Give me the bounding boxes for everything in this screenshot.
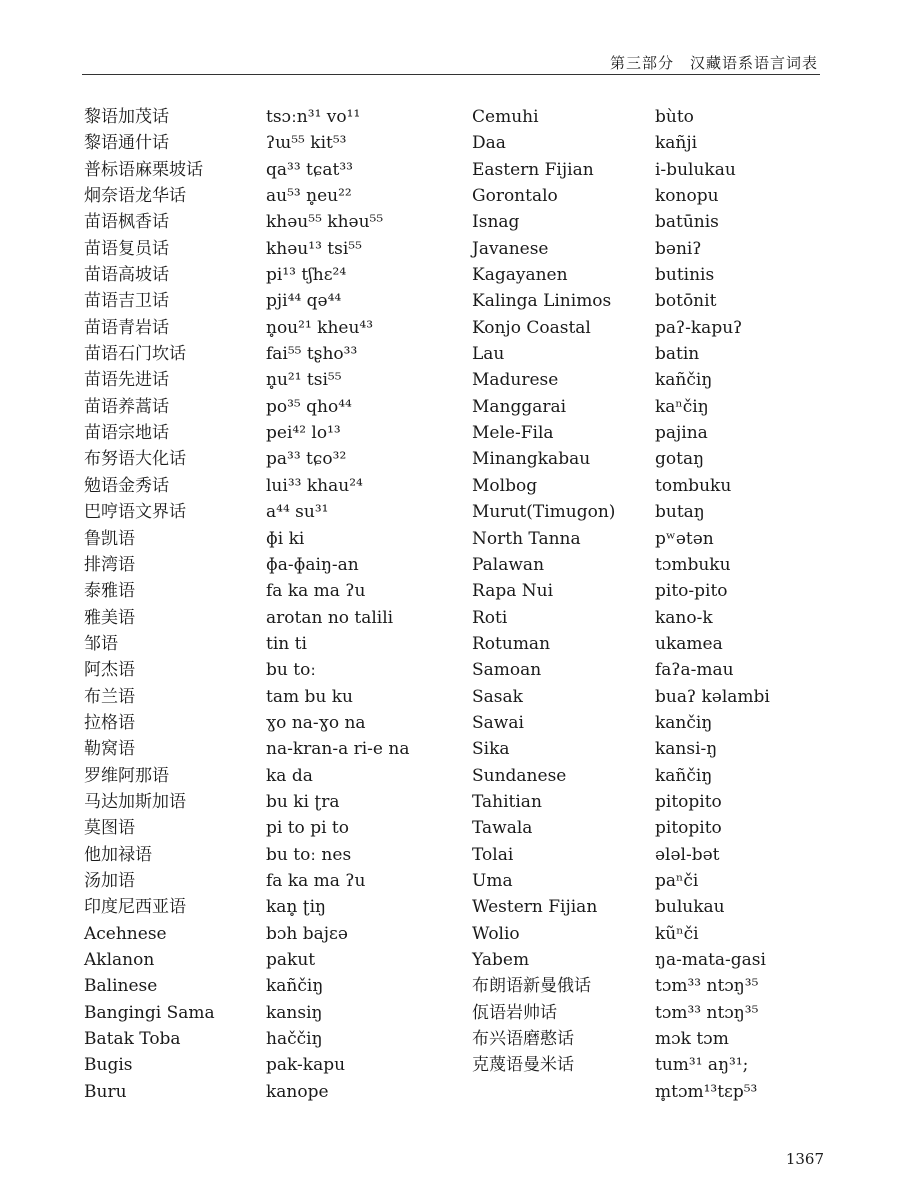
running-header-title: 第三部分 汉藏语系语言词表	[609, 54, 818, 72]
language-name-right: North Tanna	[472, 528, 581, 549]
page-number: 1367	[785, 1150, 824, 1168]
language-name-right: Sundanese	[472, 765, 567, 786]
language-name-right: 布兴语磨憨话	[472, 1029, 574, 1050]
word-form-left: kan̥ ʈiŋ	[266, 897, 327, 918]
word-form-left: pakut	[266, 950, 316, 970]
language-name-right: Cemuhi	[472, 107, 539, 127]
language-name-left: 勒窝语	[84, 739, 135, 760]
language-name-left: Bangingi Sama	[84, 1002, 215, 1023]
language-name-right: Javanese	[472, 238, 549, 259]
language-name-left: 勉语金秀话	[84, 475, 169, 496]
language-name-right: 佤语岩帅话	[472, 1002, 557, 1023]
table-row	[0, 763, 900, 789]
table-row	[0, 894, 900, 920]
language-name-left: 苗语枫香话	[84, 212, 169, 233]
table-row	[0, 499, 900, 525]
word-form-right: buaʔ kəlambi	[655, 686, 770, 707]
table-row	[0, 157, 900, 183]
word-form-right: bùto	[655, 107, 694, 127]
word-form-left: pi¹³ tʃhɛ²⁴	[266, 265, 347, 286]
language-name-left: Buru	[84, 1081, 127, 1102]
language-name-left: 布兰语	[84, 686, 135, 707]
word-form-right: ələl-bət	[655, 844, 720, 865]
word-form-left: pi to pi to	[266, 818, 349, 839]
word-form-right: bəniʔ	[655, 238, 702, 259]
word-form-left: fa ka ma ʔu	[266, 581, 366, 602]
word-form-left: haččiŋ	[266, 1029, 323, 1050]
language-name-right: Uma	[472, 870, 513, 891]
word-form-right: kansi-ŋ	[655, 739, 718, 760]
language-name-right: Eastern Fijian	[472, 159, 594, 180]
language-name-left: 普标语麻栗坡话	[84, 159, 203, 180]
language-name-left: 炯奈语龙华话	[84, 186, 186, 207]
word-form-right: pʷətən	[655, 528, 714, 549]
word-form-left: khəu⁵⁵ khəu⁵⁵	[266, 212, 384, 233]
table-row	[0, 104, 900, 130]
language-name-right: Minangkabau	[472, 449, 591, 470]
table-row	[0, 1052, 900, 1078]
language-name-left: 排湾语	[84, 554, 135, 575]
word-form-left: pak-kapu	[266, 1055, 346, 1076]
language-name-left: 鲁凯语	[84, 528, 135, 549]
language-name-left: 苗语宗地话	[84, 423, 169, 444]
language-name-left: Aklanon	[84, 950, 155, 970]
language-name-right: Lau	[472, 344, 505, 365]
table-row	[0, 921, 900, 947]
language-name-left: 马达加斯加语	[84, 791, 186, 812]
table-row	[0, 789, 900, 815]
language-name-right: Palawan	[472, 554, 545, 575]
word-form-left: qa³³ tɕat³³	[266, 159, 354, 180]
word-form-right: pitopito	[655, 791, 722, 812]
word-form-right: kañji	[655, 133, 698, 154]
word-form-right: tɔmbuku	[655, 554, 731, 575]
word-form-right: gotaŋ	[655, 449, 705, 470]
language-name-right: Gorontalo	[472, 186, 558, 207]
language-name-right: Sasak	[472, 686, 523, 707]
word-form-right: kano-k	[655, 607, 713, 628]
table-row	[0, 1000, 900, 1026]
language-name-right: Manggarai	[472, 396, 567, 417]
table-row	[0, 209, 900, 235]
word-form-left: kañčiŋ	[266, 976, 324, 997]
language-name-right: Rapa Nui	[472, 581, 554, 602]
language-name-right: Murut(Timugon)	[472, 502, 616, 523]
word-form-right: tɔm³³ ntɔŋ³⁵	[655, 976, 759, 997]
word-form-right: faʔa-mau	[655, 660, 734, 681]
table-row	[0, 684, 900, 710]
language-name-left: 印度尼西亚语	[84, 897, 186, 918]
word-form-left: arotan no talili	[266, 607, 394, 628]
language-name-left: 黎语加茂话	[84, 107, 169, 127]
table-row	[0, 130, 900, 156]
word-form-left: ɸi ki	[266, 528, 305, 549]
word-form-left: n̥u²¹ tsi⁵⁵	[266, 370, 342, 391]
table-row	[0, 446, 900, 472]
word-form-right: mɔk tɔm	[655, 1029, 729, 1050]
table-row	[0, 947, 900, 973]
word-form-left: kansiŋ	[266, 1002, 323, 1023]
word-form-left: fai⁵⁵ tʂho³³	[266, 344, 358, 365]
word-form-right: kañčiŋ	[655, 765, 713, 786]
word-form-right: tum³¹ aŋ³¹;	[655, 1055, 749, 1076]
language-name-left: 黎语通什话	[84, 133, 169, 154]
table-row	[0, 420, 900, 446]
word-form-left: pei⁴² lo¹³	[266, 423, 341, 444]
language-name-right: Western Fijian	[472, 897, 598, 918]
language-name-left: Bugis	[84, 1055, 133, 1076]
word-form-left: tam bu ku	[266, 686, 353, 707]
table-row	[0, 578, 900, 604]
language-name-right: Sika	[472, 739, 510, 760]
word-form-left: ɣo na-ɣo na	[266, 712, 366, 733]
word-form-left: au⁵³ n̥eu²²	[266, 186, 352, 207]
table-row	[0, 1079, 900, 1105]
word-form-right: pitopito	[655, 818, 722, 839]
word-form-left: bɔh bajɛə	[266, 923, 348, 944]
table-row	[0, 526, 900, 552]
language-name-right: Tahitian	[472, 791, 542, 812]
table-row	[0, 605, 900, 631]
word-form-right: botōnit	[655, 291, 717, 312]
table-row	[0, 315, 900, 341]
table-row	[0, 1026, 900, 1052]
language-name-right: Konjo Coastal	[472, 317, 591, 338]
language-name-left: 苗语青岩话	[84, 317, 169, 338]
vocabulary-table	[0, 104, 900, 1105]
table-row	[0, 473, 900, 499]
table-row	[0, 183, 900, 209]
word-form-left: pji⁴⁴ qə⁴⁴	[266, 291, 342, 312]
language-name-left: 阿杰语	[84, 660, 135, 681]
language-name-left: 布努语大化话	[84, 449, 186, 470]
word-form-right: bulukau	[655, 897, 725, 918]
language-name-left: 罗维阿那语	[84, 765, 169, 786]
word-form-left: kanope	[266, 1081, 329, 1102]
word-form-left: lui³³ khau²⁴	[266, 475, 363, 496]
table-row	[0, 710, 900, 736]
language-name-right: Daa	[472, 133, 506, 154]
table-row	[0, 288, 900, 314]
language-name-left: 苗语复员话	[84, 238, 169, 259]
language-name-left: 莫图语	[84, 818, 135, 839]
table-row	[0, 631, 900, 657]
language-name-right: Madurese	[472, 370, 559, 391]
language-name-left: 苗语先进话	[84, 370, 169, 391]
word-form-left: po³⁵ qho⁴⁴	[266, 396, 352, 417]
word-form-left: bu toː nes	[266, 844, 352, 865]
table-row	[0, 657, 900, 683]
language-name-right: Samoan	[472, 660, 542, 681]
table-row	[0, 341, 900, 367]
language-name-left: 他加禄语	[84, 844, 152, 865]
word-form-right: paʔ-kapuʔ	[655, 317, 743, 338]
word-form-right: kančiŋ	[655, 712, 713, 733]
word-form-right: kũⁿči	[655, 923, 699, 944]
language-name-left: 苗语养蒿话	[84, 396, 169, 417]
word-form-left: pa³³ tɕo³²	[266, 449, 347, 470]
table-row	[0, 236, 900, 262]
language-name-left: Acehnese	[84, 923, 167, 944]
table-row	[0, 262, 900, 288]
word-form-right: batin	[655, 344, 700, 365]
language-name-right: 布朗语新曼俄话	[472, 976, 591, 997]
word-form-right: tombuku	[655, 475, 732, 496]
word-form-right: kaⁿčiŋ	[655, 396, 709, 417]
word-form-left: bu toː	[266, 660, 317, 681]
word-form-left: fa ka ma ʔu	[266, 870, 366, 891]
language-name-left: Balinese	[84, 976, 158, 997]
language-name-left: 苗语吉卫话	[84, 291, 169, 312]
word-form-left: ʔɯ⁵⁵ kit⁵³	[266, 133, 347, 154]
word-form-right: paⁿči	[655, 870, 699, 891]
word-form-right: konopu	[655, 186, 719, 207]
word-form-right: ŋa-mata-gasi	[655, 950, 766, 970]
header-rule	[82, 74, 820, 75]
word-form-left: na-kran-a ri-e na	[266, 739, 410, 760]
language-name-left: Batak Toba	[84, 1029, 181, 1050]
language-name-left: 泰雅语	[84, 581, 135, 602]
word-form-left: a⁴⁴ su³¹	[266, 502, 329, 523]
table-row	[0, 868, 900, 894]
word-form-right: kañčiŋ	[655, 370, 713, 391]
language-name-right: Molbog	[472, 475, 538, 496]
table-row	[0, 736, 900, 762]
language-name-right: Tawala	[472, 818, 533, 839]
table-row	[0, 552, 900, 578]
language-name-right: Wolio	[472, 923, 520, 944]
word-form-left: tin ti	[266, 633, 307, 654]
word-form-left: khəu¹³ tsi⁵⁵	[266, 238, 362, 259]
language-name-left: 巴哼语文界话	[84, 502, 186, 523]
table-row	[0, 973, 900, 999]
word-form-right: m̥tɔm¹³tɛp⁵³	[655, 1081, 758, 1102]
language-name-right: Mele-Fila	[472, 423, 554, 444]
language-name-left: 苗语高坡话	[84, 265, 169, 286]
word-form-right: pito-pito	[655, 581, 728, 602]
word-form-left: ka da	[266, 765, 313, 786]
language-name-right: Yabem	[472, 950, 530, 970]
language-name-right: Rotuman	[472, 633, 551, 654]
table-row	[0, 815, 900, 841]
word-form-left: n̥ou²¹ kheu⁴³	[266, 317, 374, 338]
word-form-right: pajina	[655, 423, 708, 444]
word-form-right: batūnis	[655, 212, 719, 233]
language-name-left: 拉格语	[84, 712, 135, 733]
language-name-right: 克蔑语曼米话	[472, 1055, 574, 1076]
language-name-right: Tolai	[472, 844, 514, 865]
language-name-left: 苗语石门坎话	[84, 344, 186, 365]
language-name-right: Isnag	[472, 212, 520, 233]
language-name-right: Kalinga Linimos	[472, 291, 612, 312]
language-name-right: Sawai	[472, 712, 524, 733]
language-name-left: 汤加语	[84, 870, 135, 891]
word-form-right: i-bulukau	[655, 159, 736, 180]
table-row	[0, 394, 900, 420]
word-form-right: butaŋ	[655, 502, 705, 523]
language-name-left: 邹语	[84, 633, 118, 654]
language-name-right: Kagayanen	[472, 265, 568, 286]
word-form-left: tsɔːn³¹ vo¹¹	[266, 107, 361, 127]
word-form-right: ukamea	[655, 633, 723, 654]
language-name-left: 雅美语	[84, 607, 135, 628]
table-row	[0, 367, 900, 393]
word-form-left: ɸa-ɸaiŋ-an	[266, 554, 359, 575]
language-name-right: Roti	[472, 607, 508, 628]
table-row	[0, 842, 900, 868]
word-form-left: bu ki ʈra	[266, 791, 340, 812]
word-form-right: butinis	[655, 265, 715, 286]
word-form-right: tɔm³³ ntɔŋ³⁵	[655, 1002, 759, 1023]
